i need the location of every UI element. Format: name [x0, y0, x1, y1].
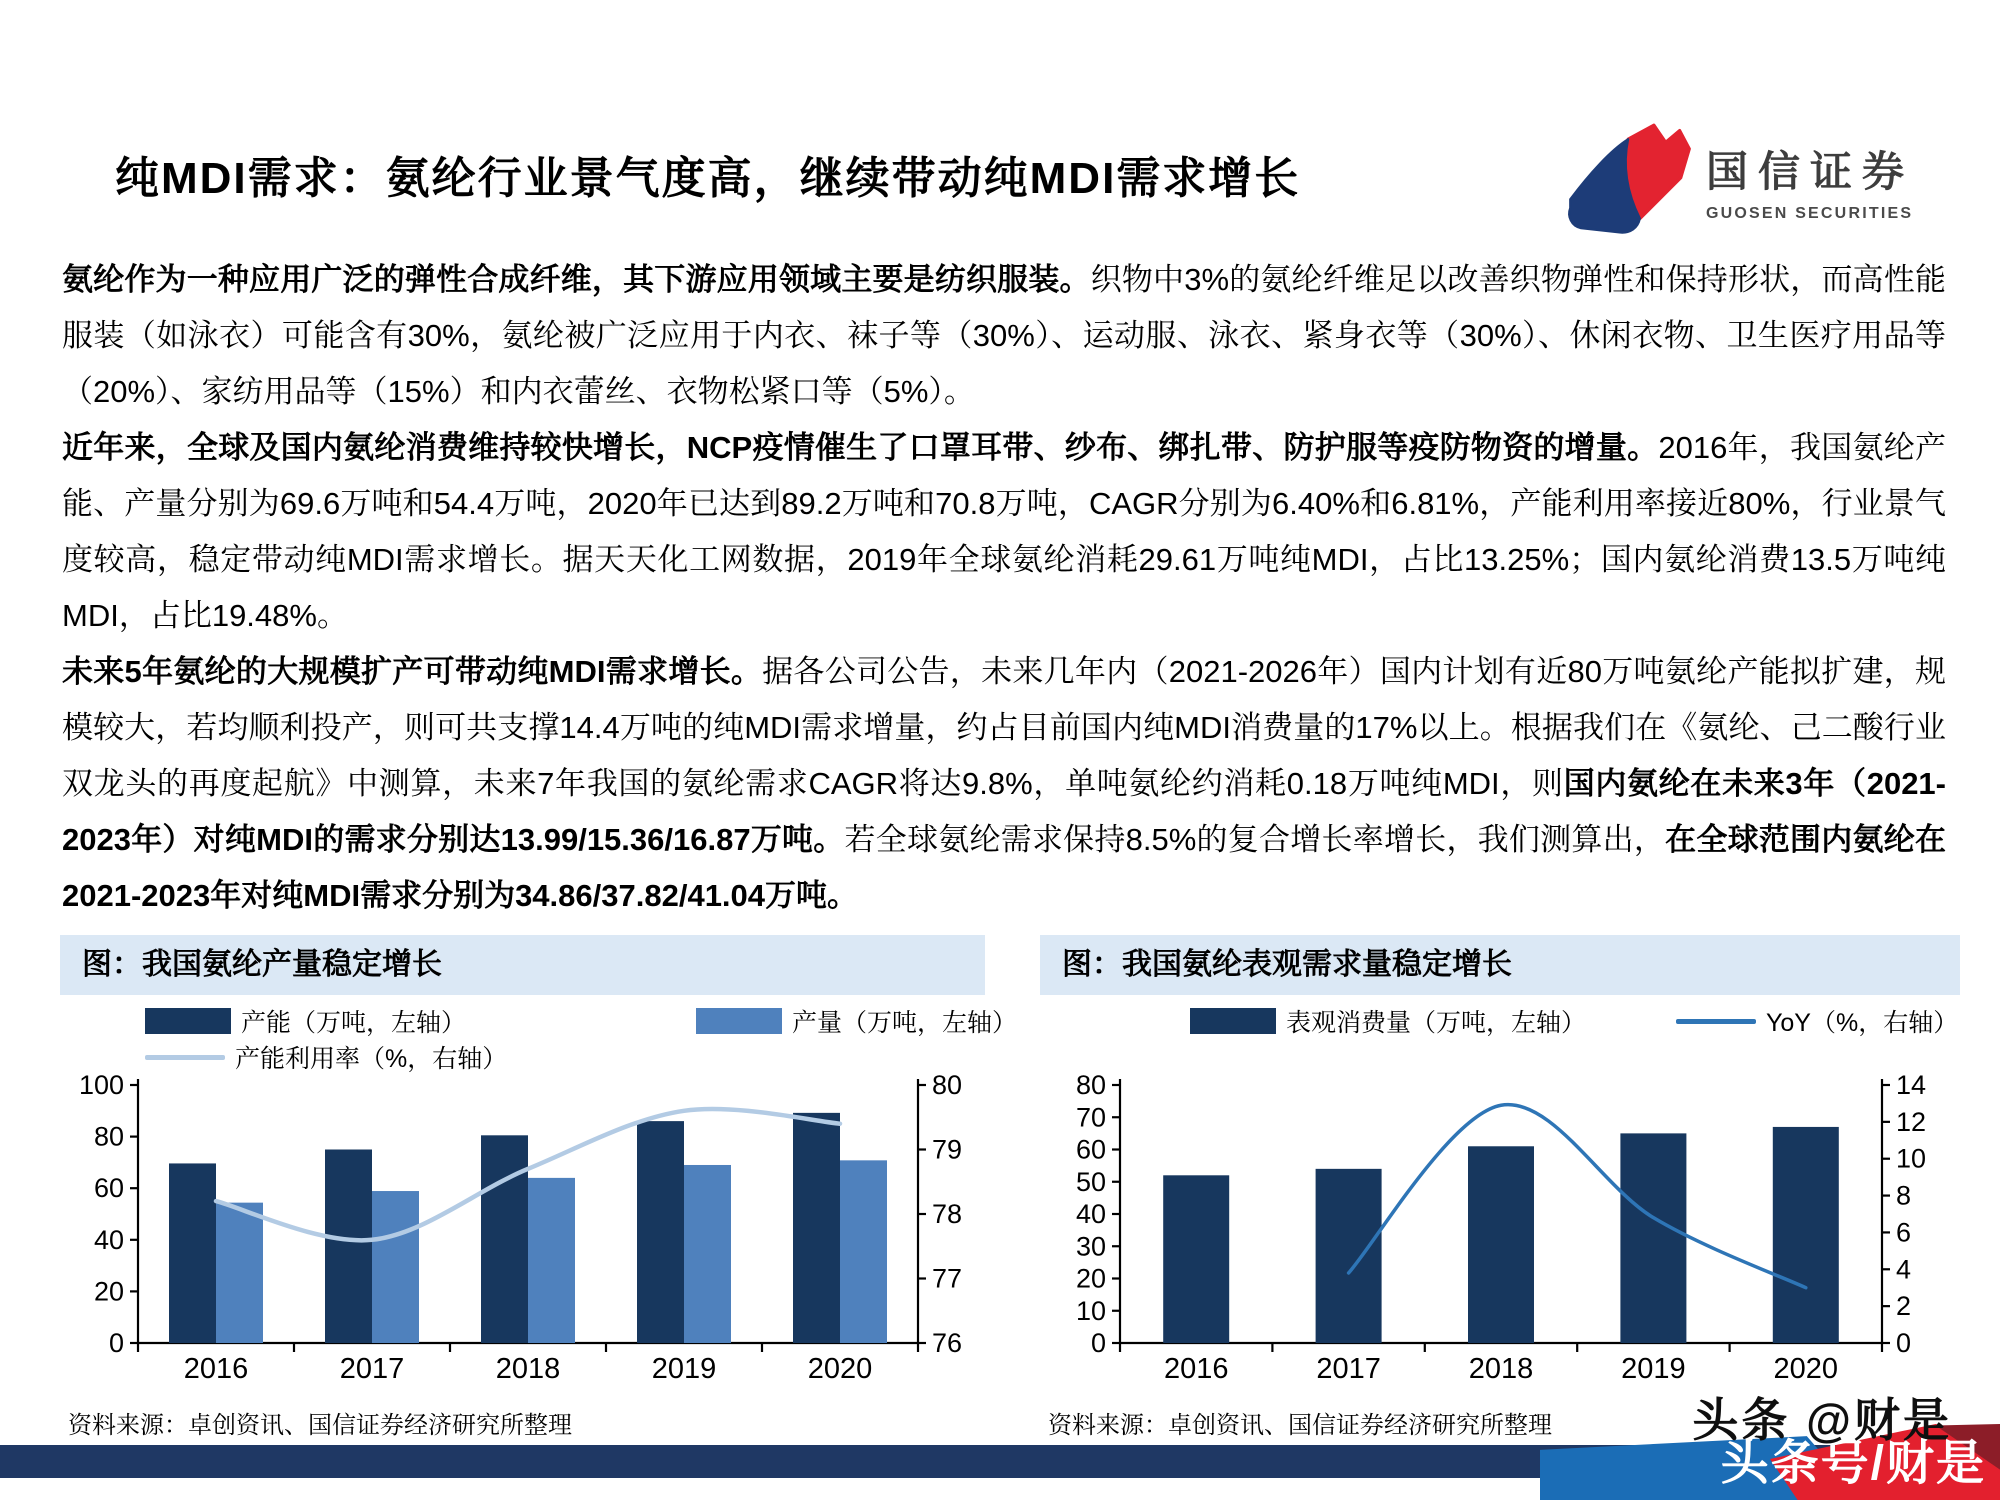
svg-text:10: 10 — [1896, 1143, 1927, 1174]
svg-text:77: 77 — [932, 1263, 963, 1294]
svg-text:30: 30 — [1075, 1231, 1106, 1262]
legend-row — [1040, 1003, 1960, 1039]
text-segment-bold: 未来5年氨纶的大规模扩产可带动纯MDI需求增长。 — [62, 654, 763, 689]
x-axis-labels — [138, 1343, 918, 1385]
body-text — [62, 252, 1946, 924]
paragraph-consumption-growth — [62, 420, 1946, 644]
y-axis-right-labels — [1882, 1075, 1926, 1358]
legend-item — [145, 1003, 466, 1039]
svg-text:2: 2 — [1896, 1291, 1912, 1322]
svg-text:20: 20 — [1075, 1263, 1106, 1294]
legend-label: 产能利用率（%，右轴） — [235, 1045, 508, 1073]
legend-row — [60, 1039, 985, 1075]
legend-item — [696, 1003, 1017, 1039]
chart-title-right: 图：我国氨纶表观需求量稳定增长 — [1040, 935, 1960, 995]
svg-text:2016: 2016 — [183, 1353, 249, 1385]
legend-label: 产量（万吨，左轴） — [792, 1009, 1018, 1037]
apparent-demand-chart — [1040, 1075, 1960, 1395]
page-title: 纯MDI需求：氨纶行业景气度高，继续带动纯MDI需求增长 — [115, 154, 1301, 203]
legend-item — [145, 1039, 507, 1075]
svg-text:60: 60 — [93, 1173, 124, 1204]
svg-text:40: 40 — [93, 1224, 124, 1255]
svg-text:0: 0 — [1896, 1328, 1912, 1358]
svg-text:80: 80 — [1075, 1075, 1106, 1100]
legend-line-swatch — [1676, 1019, 1756, 1024]
paragraph-spandex-applications — [62, 252, 1946, 420]
guosen-logo-cn: 国信证券 — [1706, 148, 1915, 195]
chart-panel-apparent-demand — [1040, 935, 1960, 1440]
svg-text:20: 20 — [93, 1276, 124, 1307]
svg-text:100: 100 — [78, 1075, 124, 1100]
source-note-right: 资料来源：卓创资讯、国信证券经济研究所整理 — [1048, 1412, 1552, 1439]
legend-line-swatch — [145, 1055, 225, 1060]
y-axis-left-labels — [79, 1075, 138, 1358]
svg-text:50: 50 — [1075, 1166, 1106, 1197]
svg-text:8: 8 — [1896, 1180, 1912, 1211]
svg-text:80: 80 — [932, 1075, 963, 1100]
svg-text:2017: 2017 — [339, 1353, 405, 1385]
capacity-production-chart — [60, 1075, 985, 1395]
svg-text:6: 6 — [1896, 1217, 1912, 1248]
text-segment-bold: 氨纶作为一种应用广泛的弹性合成纤维，其下游应用领域主要是纺织服装。 — [62, 262, 1091, 297]
line-series — [1349, 1105, 1806, 1288]
svg-text:40: 40 — [1075, 1199, 1106, 1229]
bar-series-1 — [216, 1160, 887, 1343]
guosen-logo-en: GUOSEN SECURITIES — [1706, 205, 1914, 222]
guosen-logo-text — [1706, 139, 1914, 223]
svg-text:14: 14 — [1896, 1075, 1927, 1100]
svg-text:2020: 2020 — [1773, 1353, 1839, 1385]
svg-text:2020: 2020 — [807, 1353, 873, 1385]
svg-text:70: 70 — [1075, 1102, 1106, 1133]
legend-item — [1676, 1003, 1958, 1039]
paragraph-future-expansion — [62, 644, 1946, 924]
svg-text:10: 10 — [1075, 1295, 1106, 1326]
watermark-black-text: 头条 @财是 — [1692, 1394, 1952, 1446]
guosen-logo-mark-icon — [1560, 122, 1692, 240]
legend-label: 表观消费量（万吨，左轴） — [1286, 1009, 1587, 1037]
y-axis-left-labels — [1076, 1075, 1120, 1358]
legend-bar-swatch — [145, 1008, 231, 1034]
chart-legend-right — [1040, 995, 1960, 1075]
svg-text:79: 79 — [932, 1134, 963, 1165]
text-segment: 若全球氨纶需求保持8.5%的复合增长率增长，我们测算出， — [844, 822, 1666, 857]
svg-text:2019: 2019 — [1621, 1353, 1686, 1385]
y-axis-right-labels — [918, 1075, 962, 1358]
watermark-white-text: 头条号/财是 — [1720, 1437, 1986, 1490]
text-segment-bold: 在全球范围内氨纶在2021-2023年对纯MDI需求分别为34.86/37.82/41.04万吨。 — [62, 822, 1947, 913]
legend-bar-swatch — [696, 1008, 782, 1034]
x-axis-labels — [1120, 1343, 1882, 1385]
chart-legend-left — [60, 995, 1018, 1075]
legend-label: 产能（万吨，左轴） — [241, 1009, 467, 1037]
guosen-logo — [1560, 122, 1914, 240]
svg-text:2017: 2017 — [1316, 1353, 1381, 1385]
svg-text:2016: 2016 — [1163, 1353, 1229, 1385]
source-note-left: 资料来源：卓创资讯、国信证券经济研究所整理 — [68, 1412, 572, 1439]
legend-bar-swatch — [1190, 1008, 1276, 1034]
legend-item — [1190, 1003, 1586, 1039]
svg-text:0: 0 — [108, 1328, 124, 1358]
svg-text:78: 78 — [932, 1199, 963, 1229]
svg-text:12: 12 — [1896, 1106, 1927, 1137]
svg-text:2018: 2018 — [1468, 1353, 1534, 1385]
bar-series-0 — [1163, 1127, 1839, 1343]
text-segment-bold: 近年来，全球及国内氨纶消费维持较快增长，NCP疫情催生了口罩耳带、纱布、绑扎带、防护服等疫防物资的增量。 — [62, 430, 1659, 465]
svg-text:76: 76 — [932, 1328, 963, 1358]
chart-title-left: 图：我国氨纶产量稳定增长 — [60, 935, 985, 995]
svg-text:2019: 2019 — [651, 1353, 717, 1385]
chart-panel-capacity-production — [60, 935, 1018, 1440]
svg-text:2018: 2018 — [495, 1353, 561, 1385]
text-segment: 据各公司公告，未来几年内（2021-2026年）国内计划有近80万吨氨纶产能拟扩建，规模较大，若均顺利投产，则可共支撑14.4万吨的纯MDI需求增量，约占目前国内纯MDI消费量的17%以上。根据我们在《氨纶、己二酸行业双龙头的再度起航》中测算，未来7年我国的氨纶需求CAGR将达9.8%，单吨氨纶约消耗0.18万吨纯MDI，则 — [62, 654, 1947, 801]
legend-row — [60, 1003, 1018, 1039]
text-segment: 织物中3%的氨纶纤维足以改善织物弹性和保持形状，而高性能服装（如泳衣）可能含有30%，氨纶被广泛应用于内衣、袜子等（30%）、运动服、泳衣、紧身衣等（30%）、休闲衣物、卫生医疗用品等（20%）、家纺用品等（15%）和内衣蕾丝、衣物松紧口等（5%）。 — [62, 262, 1946, 409]
svg-text:60: 60 — [1075, 1134, 1106, 1165]
svg-text:80: 80 — [93, 1121, 124, 1152]
text-segment: 2016年，我国氨纶产能、产量分别为69.6万吨和54.4万吨，2020年已达到89.2万吨和70.8万吨，CAGR分别为6.40%和6.81%，产能利用率接近80%，行业景气度较高，稳定带动纯MDI需求增长。据天天化工网数据，2019年全球氨纶消耗29.61万吨纯MDI，占比13.25%；国内氨纶消费13.5万吨纯MDI，占比19.48%。 — [62, 430, 1946, 633]
text-segment-bold: 国内氨纶在未来3年（2021-2023年）对纯MDI的需求分别达13.99/15.36/16.87万吨。 — [62, 766, 1946, 857]
bar-series-0 — [169, 1113, 840, 1343]
legend-label: YoY（%，右轴） — [1766, 1009, 1959, 1037]
svg-text:0: 0 — [1090, 1328, 1106, 1358]
svg-text:4: 4 — [1896, 1254, 1912, 1285]
